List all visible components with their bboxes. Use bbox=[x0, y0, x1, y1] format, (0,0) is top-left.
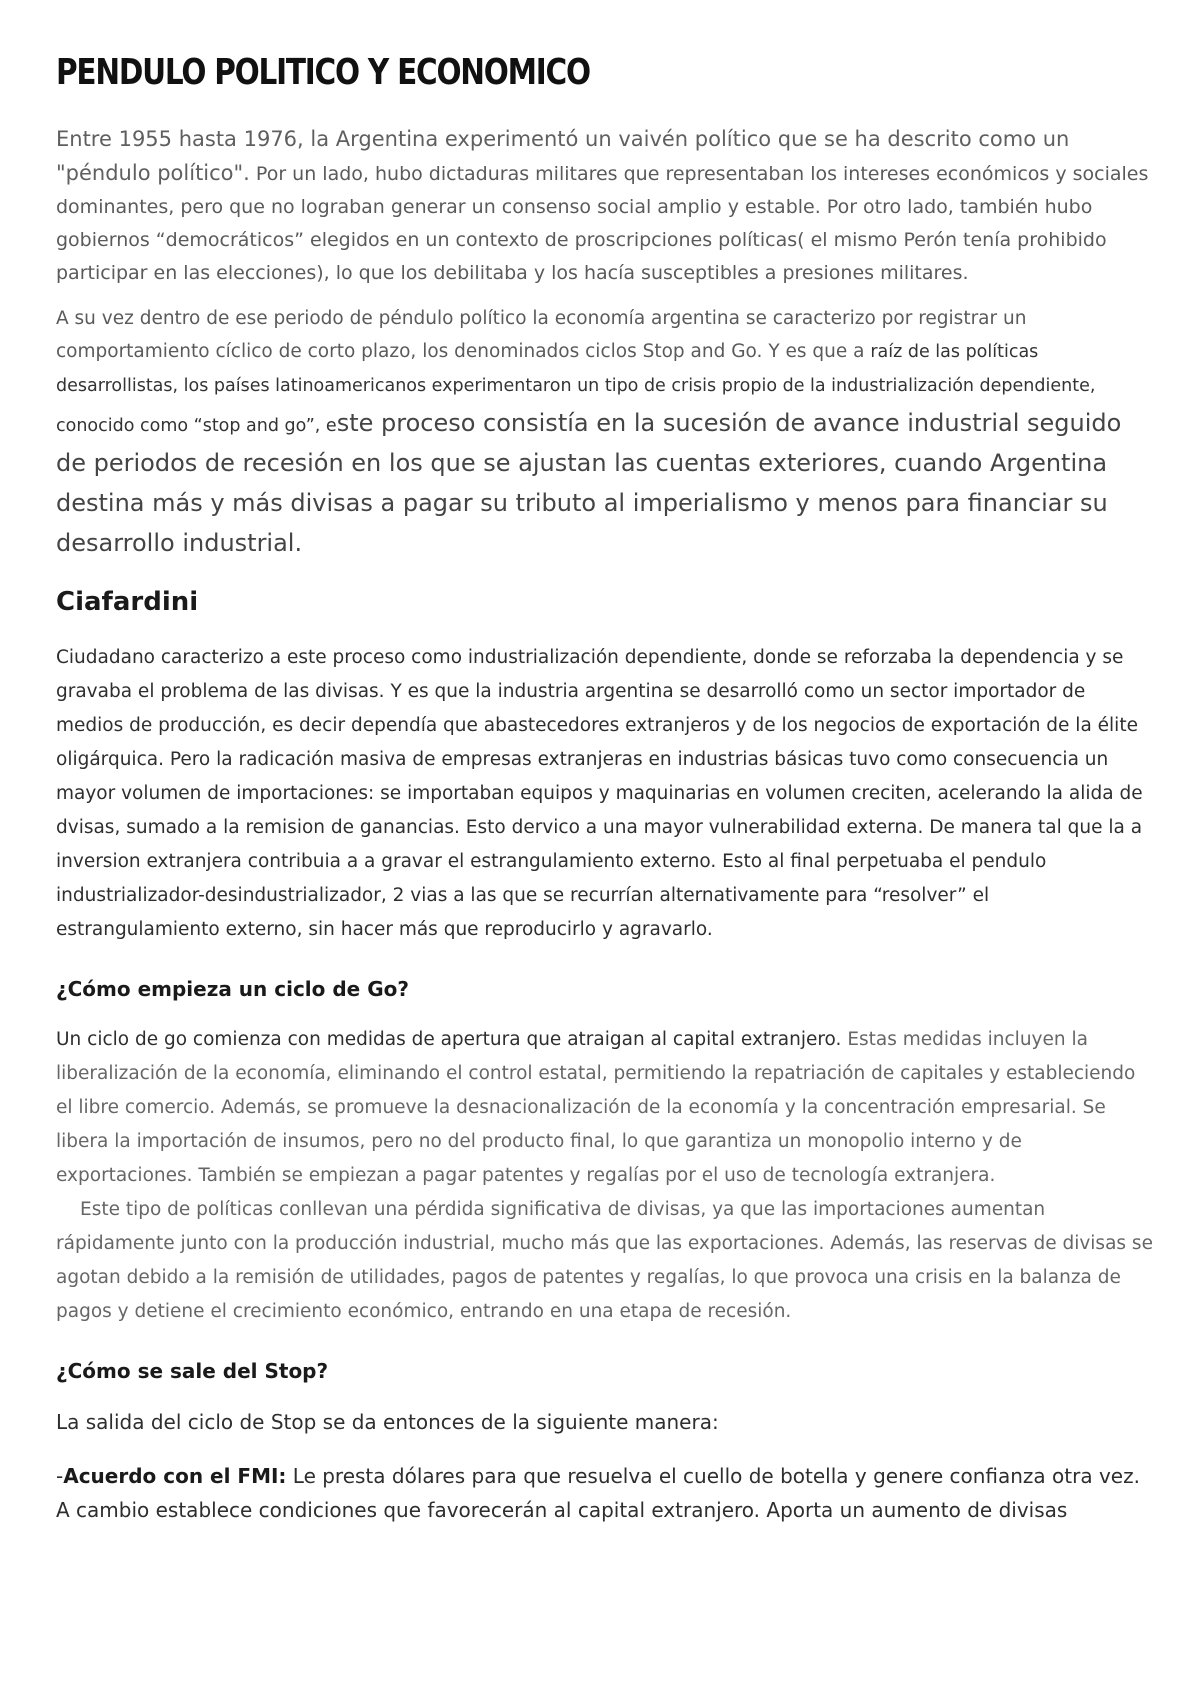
para2-part2: raíz de las políticas desarrollistas, los países latinoamericanos experimentaron un tipo de crisis propio de la industrialización dependiente, conocido como “stop and go”, e bbox=[56, 342, 1096, 436]
ciafardini-paragraph: Ciudadano caracterizo a este proceso como industrialización dependiente, donde se reforzaba la dependencia y se gravaba el problema de las divisas. Y es que la industria argentina se desarrolló como un sector importador de medios de producción, es decir dependía que abastecedores extranjeros y de los negocios de exportación de la élite oligárquica. Pero la radicación masiva de empresas extranjeras en industrias básicas tuvo como consecuencia un mayor volumen de importaciones: se importaban equipos y maquinarias en volumen creciten, acelerando la alida de dvisas, sumado a la remision de ganancias. Esto dervico a una mayor vulnerabilidad externa. De manera tal que la a inversion extranjera contribuia a a gravar el estrangulamiento externo. Esto al final perpetuaba el pendulo industrializador-desindustrializador, 2 vias a las que se recurrían alternativamente para “resolver” el estrangulamiento externo, sin hacer más que reproducirlo y agravarlo. bbox=[56, 647, 1143, 940]
para2-part1: A su vez dentro de ese periodo de péndulo político la economía argentina se caracterizo por registrar un comportamiento cíclico de corto plazo, los denominados ciclos Stop and Go. Y es que a bbox=[56, 308, 1027, 362]
go-cycle-second-paragraph bbox=[56, 1193, 1156, 1329]
intro-paragraph bbox=[56, 123, 1156, 290]
heading-go-cycle: ¿Cómo empieza un ciclo de Go? bbox=[56, 977, 409, 1001]
stop-and-go-paragraph bbox=[56, 302, 1156, 563]
go-cycle-paragraph bbox=[56, 1023, 1156, 1193]
stop-exit-intro: La salida del ciclo de Stop se da entonces de la siguiente manera: bbox=[56, 1410, 719, 1434]
intro-lead: Entre 1955 hasta 1976, la Argentina experimentó un vaivén político que se ha descrito como un "péndulo político". bbox=[56, 127, 1070, 185]
item-prefix: - bbox=[56, 1464, 64, 1488]
para2-part3: ste proceso consistía en la sucesión de avance industrial seguido de periodos de recesión en los que se ajustan las cuentas exteriores, cuando Argentina destina más y más divisas a pagar su tributo al imperialismo y menos para financiar su desarrollo industrial. bbox=[56, 409, 1122, 557]
heading-stop-exit: ¿Cómo se sale del Stop? bbox=[56, 1359, 329, 1383]
go-cycle-second-text: Este tipo de políticas conllevan una pérdida significativa de divisas, ya que las importaciones aumentan rápidamente junto con la producción industrial, mucho más que las exportaciones. Además, las reservas de divisas se agotan debido a la remisión de utilidades, pagos de patentes y regalías, lo que provoca una crisis en la balanza de pagos y detiene el crecimiento económico, entrando en una etapa de recesión. bbox=[56, 1199, 1153, 1322]
document-page bbox=[56, 52, 1156, 1547]
intro-rest: Por un lado, hubo dictaduras militares que representaban los intereses económicos y sociales dominantes, pero que no lograban generar un consenso social amplio y estable. Por otro lado, también hubo gobiernos “democráticos” elegidos en un contexto de proscripciones políticas( el mismo Perón tenía prohibido participar en las elecciones), lo que los debilitaba y los hacía susceptibles a presiones militares. bbox=[56, 163, 1149, 284]
item-label-imf: Acuerdo con el FMI: bbox=[63, 1464, 287, 1488]
stop-exit-item-imf bbox=[56, 1459, 1156, 1527]
go-cycle-light-text: Estas medidas incluyen la liberalización de la economía, eliminando el control estatal, permitiendo la repatriación de capitales y estableciendo el libre comercio. Además, se promueve la desnacionalización de la economía y la concentración empresarial. Se libera la importación de insumos, pero no del producto final, lo que garantiza un monopolio interno y de exportaciones. También se empiezan a pagar patentes y regalías por el uso de tecnología extranjera. bbox=[56, 1029, 1136, 1186]
item-text-imf: Le presta dólares para que resuelva el cuello de botella y genere confianza otra vez. A cambio establece condiciones que favorecerán al capital extranjero. Aporta un aumento de divisas bbox=[56, 1464, 1140, 1522]
document-title: PENDULO POLITICO Y ECONOMICO bbox=[56, 52, 590, 93]
go-cycle-dark-text: Un ciclo de go comienza con medidas de apertura que atraigan al capital extranjero. bbox=[56, 1029, 842, 1050]
heading-ciafardini: Ciafardini bbox=[56, 587, 199, 617]
